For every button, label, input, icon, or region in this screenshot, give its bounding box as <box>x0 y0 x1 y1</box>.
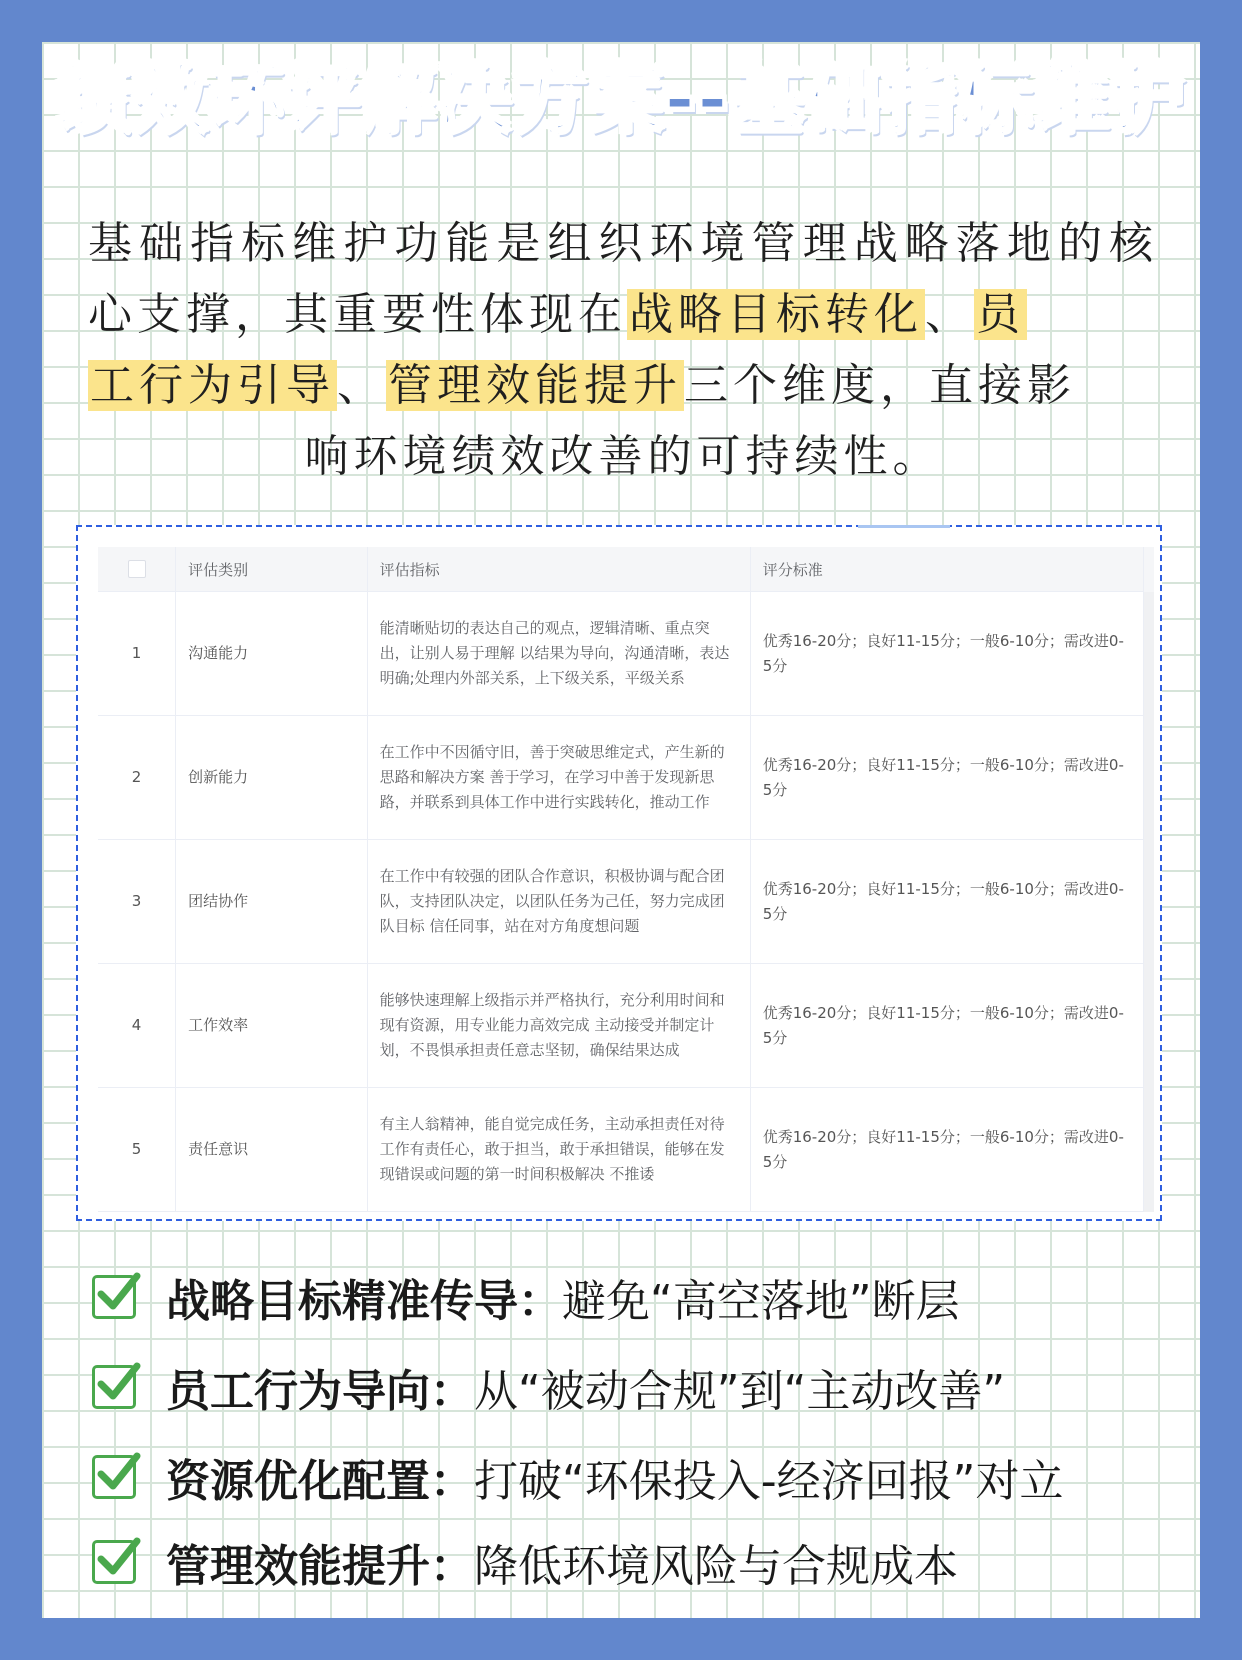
criteria-cell: 优秀16-20分；良好11-15分；一般6-10分；需改进0-5分 <box>750 592 1143 716</box>
header-criteria[interactable]: 评分标准 <box>750 547 1143 592</box>
criteria-cell: 优秀16-20分；良好11-15分；一般6-10分；需改进0-5分 <box>750 964 1143 1088</box>
scrollbar-track[interactable] <box>1144 592 1154 716</box>
checklist-item <box>92 1527 958 1597</box>
indicator-table <box>98 547 1154 1212</box>
category-cell: 沟通能力 <box>176 592 368 716</box>
highlight-employee-a: 员 <box>976 289 1025 340</box>
checkbox-checked-icon <box>92 1455 136 1499</box>
table-row[interactable] <box>98 716 1154 840</box>
table-header-row <box>98 547 1154 592</box>
table-row[interactable] <box>98 592 1154 716</box>
criteria-cell: 优秀16-20分；良好11-15分；一般6-10分；需改进0-5分 <box>750 716 1143 840</box>
category-cell: 责任意识 <box>176 1088 368 1212</box>
checklist-item <box>92 1262 960 1332</box>
highlight-strategy: 战略目标转化 <box>629 289 923 340</box>
category-cell: 团结协作 <box>176 840 368 964</box>
intro-text: 基础指标维护功能是组织环境管理战略落地的核心支撑，其重要性体现在 <box>88 218 1158 340</box>
header-category[interactable]: 评估类别 <box>176 547 368 592</box>
intro-text-3: 响环境绩效改善的可持续性。 <box>304 431 942 482</box>
page-title: 绩效环评解决方案--基础指标维护 <box>56 56 1186 142</box>
intro-sep: 、 <box>337 360 386 411</box>
indicator-text: 能清晰贴切的表达自己的观点，逻辑清晰、重点突出，让别人易于理解 以结果为导向，沟通清晰，表达明确;处理内外部关系，上下级关系，平级关系 <box>379 619 730 687</box>
checklist-label: 战略目标精准传导： <box>166 1276 562 1327</box>
scrollbar-track[interactable] <box>1144 716 1154 840</box>
highlight-management: 管理效能提升 <box>388 360 682 411</box>
checklist-text: 避免“高空落地”断层 <box>562 1276 960 1327</box>
indicator-cell <box>367 840 750 964</box>
category-cell: 工作效率 <box>176 964 368 1088</box>
row-number: 1 <box>98 592 176 716</box>
checklist-text: 降低环境风险与合规成本 <box>474 1541 958 1592</box>
indicator-cell <box>367 592 750 716</box>
checklist-text: 打破“环保投入-经济回报”对立 <box>474 1456 1064 1507</box>
criteria-cell: 优秀16-20分；良好11-15分；一般6-10分；需改进0-5分 <box>750 1088 1143 1212</box>
table-row[interactable] <box>98 964 1154 1088</box>
row-number: 3 <box>98 840 176 964</box>
checklist-label: 员工行为导向： <box>166 1366 474 1417</box>
table-row[interactable] <box>98 1088 1154 1212</box>
tab-indicator <box>858 525 950 528</box>
row-number: 5 <box>98 1088 176 1212</box>
row-number: 2 <box>98 716 176 840</box>
category-cell: 创新能力 <box>176 716 368 840</box>
indicator-text: 在工作中有较强的团队合作意识，积极协调与配合团队，支持团队决定，以团队任务为己任，努力完成团队目标 信任同事，站在对方角度想问题 <box>379 867 725 935</box>
table-row[interactable] <box>98 840 1154 964</box>
checklist-item <box>92 1442 1063 1512</box>
scrollbar-track[interactable] <box>1144 840 1154 964</box>
checklist-item <box>92 1352 1005 1422</box>
checklist-label: 管理效能提升： <box>166 1541 474 1592</box>
checkbox-checked-icon <box>92 1540 136 1584</box>
indicator-text: 在工作中不因循守旧，善于突破思维定式，产生新的思路和解决方案 善于学习，在学习中善于发现新思路，并联系到具体工作中进行实践转化，推动工作 <box>379 743 725 811</box>
highlight-employee-b: 工行为引导 <box>90 360 335 411</box>
select-all-checkbox[interactable] <box>128 560 146 578</box>
scrollbar-track[interactable] <box>1144 1088 1154 1212</box>
row-number: 4 <box>98 964 176 1088</box>
indicator-cell <box>367 964 750 1088</box>
indicator-text: 有主人翁精神，能自觉完成任务，主动承担责任对待工作有责任心，敢于担当，敢于承担错误，能够在发现错误或问题的第一时间积极解决 不推诿 <box>379 1115 725 1183</box>
scrollbar-track[interactable] <box>1144 547 1154 592</box>
checklist-label: 资源优化配置： <box>166 1456 474 1507</box>
checkbox-checked-icon <box>92 1365 136 1409</box>
indicator-text: 能够快速理解上级指示并严格执行，充分利用时间和现有资源，用专业能力高效完成 主动接受并制定计划，不畏惧承担责任意志坚韧，确保结果达成 <box>379 991 725 1059</box>
header-select-all[interactable] <box>98 547 176 592</box>
intro-paragraph <box>88 208 1158 492</box>
header-indicator[interactable]: 评估指标 <box>367 547 750 592</box>
checkbox-checked-icon <box>92 1275 136 1319</box>
indicator-cell <box>367 716 750 840</box>
intro-text-2: 三个维度，直接影 <box>684 360 1076 411</box>
checklist-text: 从“被动合规”到“主动改善” <box>474 1366 1006 1417</box>
table-screenshot-frame <box>76 525 1162 1221</box>
criteria-cell: 优秀16-20分；良好11-15分；一般6-10分；需改进0-5分 <box>750 840 1143 964</box>
indicator-cell <box>367 1088 750 1212</box>
intro-sep: 、 <box>925 289 974 340</box>
scrollbar-track[interactable] <box>1144 964 1154 1088</box>
